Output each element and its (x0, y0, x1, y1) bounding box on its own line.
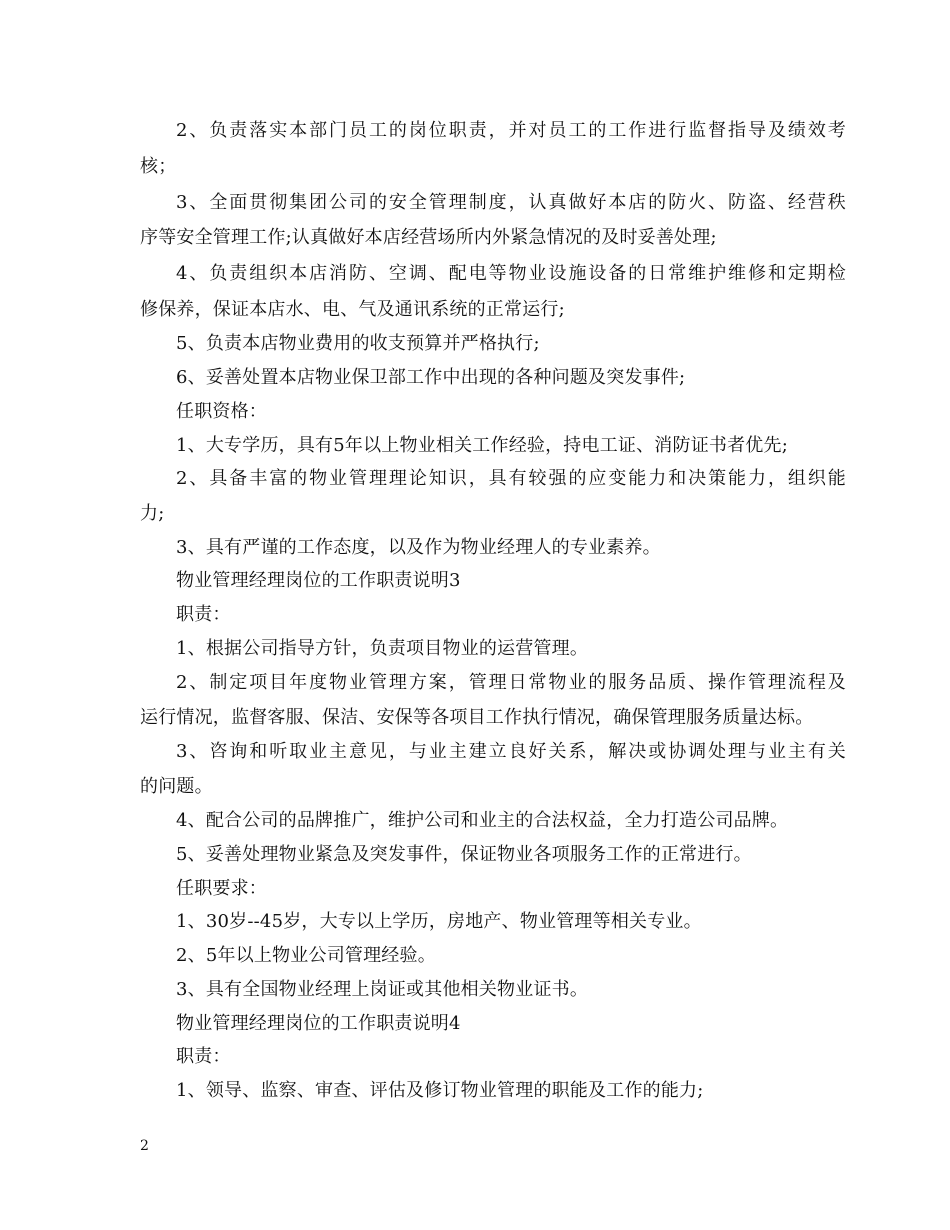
paragraph-line: 2、具备丰富的物业管理理论知识，具有较强的应变能力和决策能力，组织能 (176, 468, 846, 489)
paragraph-line: 序等安全管理工作;认真做好本店经营场所内外紧急情况的及时妥善处理; (140, 227, 717, 248)
paragraph-line: 3、全面贯彻集团公司的安全管理制度，认真做好本店的防火、防盗、经营秩 (176, 192, 846, 213)
paragraph-line: 1、大专学历，具有5年以上物业相关工作经验，持电工证、消防证书者优先; (176, 435, 788, 456)
paragraph-line: 1、根据公司指导方针，负责项目物业的运营管理。 (176, 638, 589, 659)
page-number: 2 (140, 1138, 149, 1154)
paragraph-line: 核； (140, 156, 177, 177)
paragraph-line: 4、配合公司的品牌推广，维护公司和业主的合法权益，全力打造公司品牌。 (176, 810, 789, 831)
paragraph-line: 的问题。 (140, 776, 213, 797)
paragraph-line: 3、咨询和听取业主意见，与业主建立良好关系，解决或协调处理与业主有关 (176, 741, 846, 762)
paragraph-line: 修保养，保证本店水、电、气及通讯系统的正常运行; (140, 299, 565, 320)
paragraph-line: 6、妥善处置本店物业保卫部工作中出现的各种问题及突发事件; (176, 367, 686, 388)
paragraph-line: 3、具有全国物业经理上岗证或其他相关物业证书。 (176, 979, 589, 1000)
section-heading: 任职资格： (176, 401, 267, 422)
section-title: 物业管理经理岗位的工作职责说明3 (176, 570, 461, 591)
paragraph-line: 2、制定项目年度物业管理方案，管理日常物业的服务品质、操作管理流程及 (176, 672, 846, 693)
paragraph-line: 1、领导、监察、审查、评估及修订物业管理的职能及工作的能力; (176, 1080, 704, 1101)
paragraph-line: 5、妥善处理物业紧急及突发事件，保证物业各项服务工作的正常进行。 (176, 844, 752, 865)
paragraph-line: 2、5年以上物业公司管理经验。 (176, 945, 436, 966)
section-title: 物业管理经理岗位的工作职责说明4 (176, 1013, 461, 1034)
paragraph-line: 3、具有严谨的工作态度，以及作为物业经理人的专业素养。 (176, 537, 661, 558)
paragraph-line: 4、负责组织本店消防、空调、配电等物业设施设备的日常维护维修和定期检 (176, 263, 846, 284)
section-heading: 职责： (176, 1046, 231, 1067)
paragraph-line: 5、负责本店物业费用的收支预算并严格执行; (176, 333, 540, 354)
paragraph-line: 2、负责落实本部门员工的岗位职责，并对员工的工作进行监督指导及绩效考 (176, 120, 846, 141)
paragraph-line: 运行情况，监督客服、保洁、安保等各项目工作执行情况，确保管理服务质量达标。 (140, 707, 814, 728)
paragraph-line: 力; (140, 503, 165, 524)
section-heading: 职责： (176, 604, 231, 625)
section-heading: 任职要求： (176, 878, 267, 899)
paragraph-line: 1、30岁--45岁，大专以上学历，房地产、物业管理等相关专业。 (176, 911, 702, 932)
